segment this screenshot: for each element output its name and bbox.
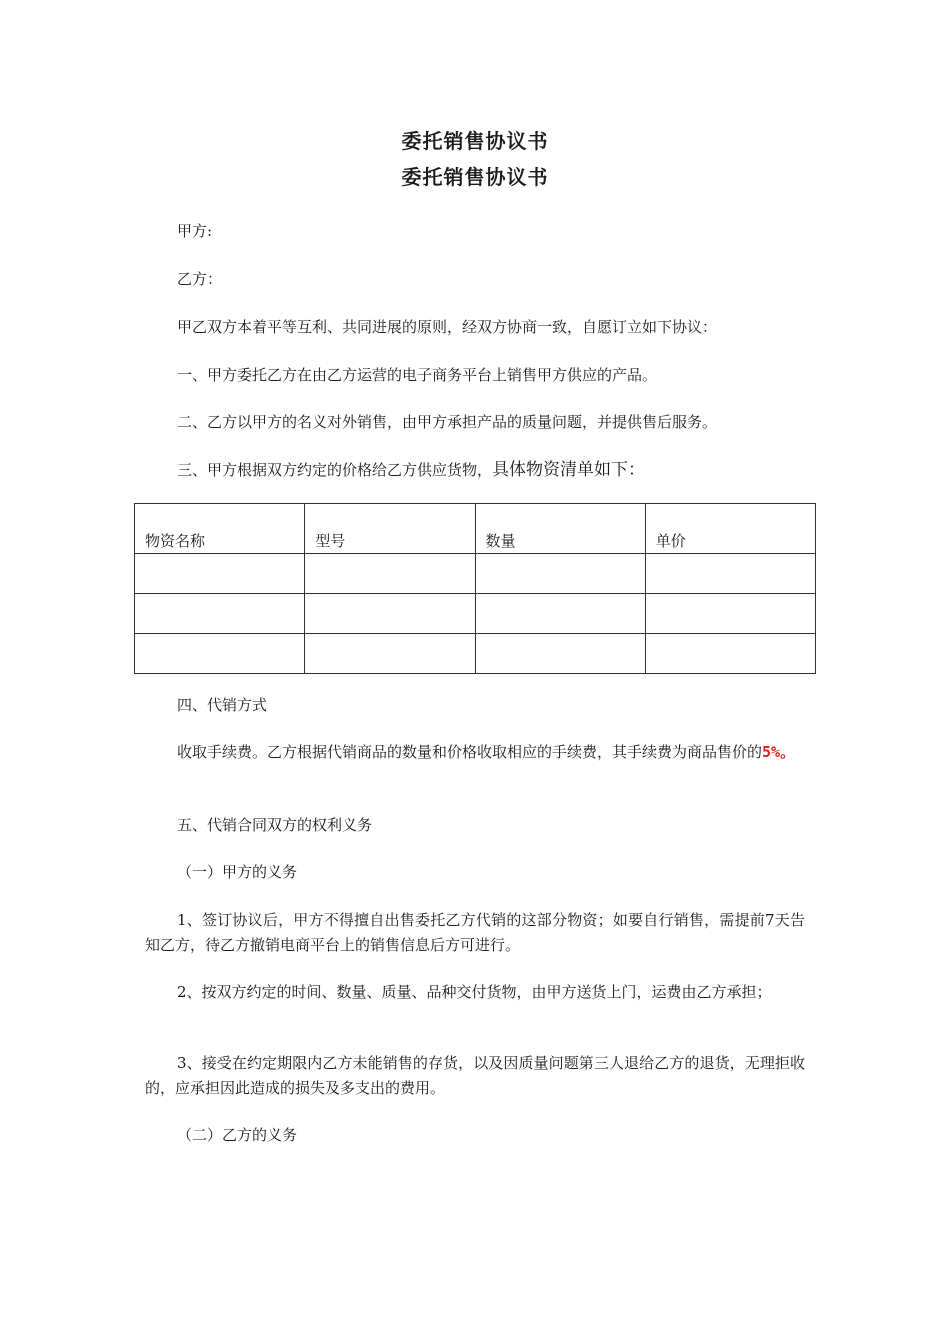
commission-rate: 5%。 <box>762 743 796 761</box>
header-item-name: 物资名称 <box>135 504 305 554</box>
section-4-heading: 四、代销方式 <box>177 696 268 714</box>
party-b-duties-heading: （二）乙方的义务 <box>177 1126 298 1144</box>
header-quantity: 数量 <box>475 504 645 554</box>
table-cell <box>305 634 475 674</box>
section-4-paragraph <box>145 740 805 765</box>
clause-3-text: 三、甲方根据双方约定的价格给乙方供应货物， <box>177 461 493 479</box>
clause-2: 二、乙方以甲方的名义对外销售，由甲方承担产品的质量问题，并提供售后服务。 <box>177 413 718 431</box>
document-title: 委托销售协议书 <box>401 129 549 153</box>
table-header-row <box>135 504 816 554</box>
table-cell <box>645 594 815 634</box>
section-4-text: 收取手续费。乙方根据代销商品的数量和价格收取相应的手续费，其手续费为商品售价的 <box>177 743 763 761</box>
table-row <box>135 634 816 674</box>
header-model: 型号 <box>305 504 475 554</box>
table-cell <box>305 554 475 594</box>
document-subtitle: 委托销售协议书 <box>401 165 549 189</box>
table-cell <box>475 634 645 674</box>
table-cell <box>475 554 645 594</box>
table-cell <box>135 554 305 594</box>
party-a-label: 甲方: <box>177 222 213 240</box>
party-a-duty-1: 1、签订协议后，甲方不得擅自出售委托乙方代销的这部分物资；如要自行销售，需提前7天告知乙方，待乙方撤销电商平台上的销售信息后方可进行。 <box>145 911 805 954</box>
table-cell <box>645 554 815 594</box>
goods-table <box>134 503 816 674</box>
party-a-duties-heading: （一）甲方的义务 <box>177 863 298 881</box>
intro-paragraph: 甲乙双方本着平等互利、共同进展的原则，经双方协商一致，自愿订立如下协议： <box>177 318 718 336</box>
section-5-heading: 五、代销合同双方的权利义务 <box>177 816 373 834</box>
table-row <box>135 594 816 634</box>
clause-1: 一、甲方委托乙方在由乙方运营的电子商务平台上销售甲方供应的产品。 <box>177 366 658 384</box>
clause-3-list-intro: 具体物资清单如下： <box>492 460 646 480</box>
clause-3 <box>177 460 645 480</box>
party-a-duty-2: 2、按双方约定的时间、数量、质量、品种交付货物，由甲方送货上门，运费由乙方承担； <box>177 983 772 1001</box>
party-b-label: 乙方： <box>177 270 223 288</box>
table-cell <box>135 634 305 674</box>
header-unit-price: 单价 <box>645 504 815 554</box>
party-a-duty-3: 3、接受在约定期限内乙方未能销售的存货，以及因质量问题第三人退给乙方的退货，无理拒收的，应承担因此造成的损失及多支出的费用。 <box>145 1054 805 1097</box>
table-row <box>135 554 816 594</box>
table-cell <box>475 594 645 634</box>
table-cell <box>305 594 475 634</box>
table-cell <box>645 634 815 674</box>
table-cell <box>135 594 305 634</box>
